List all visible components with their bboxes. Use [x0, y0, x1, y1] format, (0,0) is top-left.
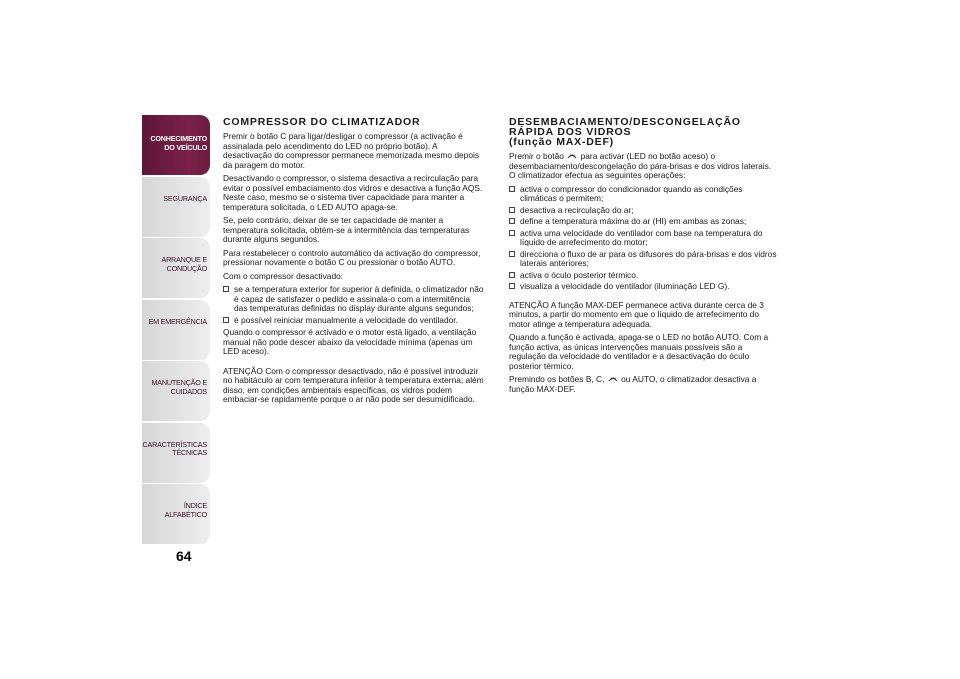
- bullet-list: [509, 185, 779, 292]
- checkbox-bullet-icon: [509, 186, 515, 192]
- section-heading-defrost-line1: DESEMBACIAMENTO/DESCONGELAÇÃO: [509, 116, 741, 128]
- section-heading-defrost-line2: RÁPIDA DOS VIDROS: [509, 126, 632, 138]
- list-item: activa o óculo posterior térmico.: [509, 271, 779, 281]
- tab-label: EM EMERGÊNCIA: [148, 316, 207, 326]
- tab-label: CONHECIMENTO DO VEÍCULO: [150, 134, 207, 152]
- tab-conhecimento-do-veiculo[interactable]: [142, 115, 210, 175]
- list-item: é possível reiniciar manualmente a velocidade do ventilador.: [223, 316, 485, 326]
- paragraph: Desactivando o compressor, o sistema desactiva a recirculação para evitar o possível embaciamento dos vidros e desactiva a função AQS. Neste caso, mesmo se o sistema tiver capacidade para manter a temperatura solicitada, o LED AUTO apaga-se.: [223, 173, 483, 212]
- sidebar: [142, 115, 210, 546]
- list-item: activa o compressor do condicionador quando as condições climáticas o permitem;: [509, 185, 779, 204]
- list-item: visualiza a velocidade do ventilador (iluminação LED G).: [509, 282, 779, 292]
- list-item: activa uma velocidade do ventilador com base na temperatura do líquido de arrefecimento do motor;: [509, 229, 779, 248]
- paragraph: Para restabelecer o controlo automático da activação do compressor, pressionar novamente o botão C ou pressionar o botão AUTO.: [223, 247, 481, 267]
- tab-label: MANUTENÇÃO E CUIDADOS: [151, 378, 207, 396]
- defrost-icon: [567, 152, 577, 160]
- checkbox-bullet-icon: [509, 207, 515, 213]
- checkbox-bullet-icon: [223, 286, 229, 292]
- tab-seguranca[interactable]: [142, 177, 210, 237]
- paragraph: Premir o botão C para ligar/desligar o compressor (a activação é assinalada pelo acendimento do LED no próprio botão). A desactivação do compressor permanece memorizada mesmo depois da paragem do motor.: [223, 131, 480, 170]
- right-column: [509, 117, 779, 398]
- checkbox-bullet-icon: [509, 230, 515, 236]
- checkbox-bullet-icon: [509, 218, 515, 224]
- section-heading-compressor: COMPRESSOR DO CLIMATIZADOR: [223, 116, 421, 128]
- tab-indice-alfabetico[interactable]: [142, 484, 210, 544]
- tab-label: SEGURANÇA: [163, 193, 207, 203]
- list-item: direcciona o fluxo de ar para os difusores do pára-brisas e dos vidros laterais anteriores;: [509, 250, 779, 269]
- section-heading-defrost-line3: (função MAX-DEF): [509, 136, 614, 148]
- tab-label: CARACTERÍSTICAS TÉCNICAS: [142, 439, 207, 457]
- paragraph: Quando a função é activada, apaga-se o LED no botão AUTO. Com a função activa, as únicas intervenções manuais possíveis são a regulação da velocidade do ventilador e a desactivação do óculo posterior térmico.: [509, 332, 769, 371]
- tab-label: ARRANQUE E CONDUÇÃO: [161, 255, 207, 273]
- paragraph: Com o compressor desactivado:: [223, 270, 344, 281]
- paragraph: Premir o botão para activar (LED no botão aceso) o desembaciamento/descongelação do pára-brisas e dos vidros laterais. O climatizador efectua as seguintes operações:: [509, 151, 772, 180]
- tab-em-emergencia[interactable]: [142, 300, 210, 360]
- tab-arranque-e-conducao[interactable]: [142, 238, 210, 298]
- list-item: se a temperatura exterior for superior à definida, o climatizador não é capaz de satisfazer o pedido e assinala-o com a intermitência das temperaturas definidas no display durante alguns segundos;: [223, 285, 485, 314]
- paragraph-warning: ATENÇÃO A função MAX-DEF permanece activa durante cerca de 3 minutos, a partir do momento em que o líquido de arrefecimento do motor atinge a temperatura adequada.: [509, 299, 764, 329]
- list-item: desactiva a recirculação do ar;: [509, 206, 779, 216]
- list-item: define a temperatura máxima do ar (HI) em ambas as zonas;: [509, 217, 779, 227]
- checkbox-bullet-icon: [509, 272, 515, 278]
- defrost-icon: [608, 375, 618, 383]
- paragraph: Quando o compressor é activado e o motor está ligado, a ventilação manual não pode descer abaixo da velocidade mínima (apenas um LED aceso).: [223, 327, 477, 356]
- tab-manutencao-e-cuidados[interactable]: [142, 361, 210, 421]
- bullet-list: [223, 285, 485, 325]
- checkbox-bullet-icon: [509, 283, 515, 289]
- tab-label: ÍNDICE ALFABÉTICO: [164, 501, 207, 519]
- left-column: [223, 117, 485, 409]
- tab-caracteristicas-tecnicas[interactable]: [142, 423, 210, 483]
- checkbox-bullet-icon: [509, 251, 515, 257]
- paragraph-warning: ATENÇÃO Com o compressor desactivado, não é possível introduzir no habitáculo ar com temperatura inferior à temperatura externa; além disso, em condições ambientais específicas, os vidros podem embaciar-se rapidamente porque o ar não pode ser desumidificado.: [223, 365, 484, 404]
- checkbox-bullet-icon: [223, 317, 229, 323]
- paragraph: Se, pelo contrário, deixar de se ter capacidade de manter a temperatura solicitada, obtém-se a intermitência das temperaturas durante alguns segundos.: [223, 215, 470, 244]
- page-number: 64: [176, 548, 192, 564]
- paragraph: Premindo os botões B, C, ou AUTO, o climatizador desactiva a função MAX-DEF.: [509, 374, 757, 394]
